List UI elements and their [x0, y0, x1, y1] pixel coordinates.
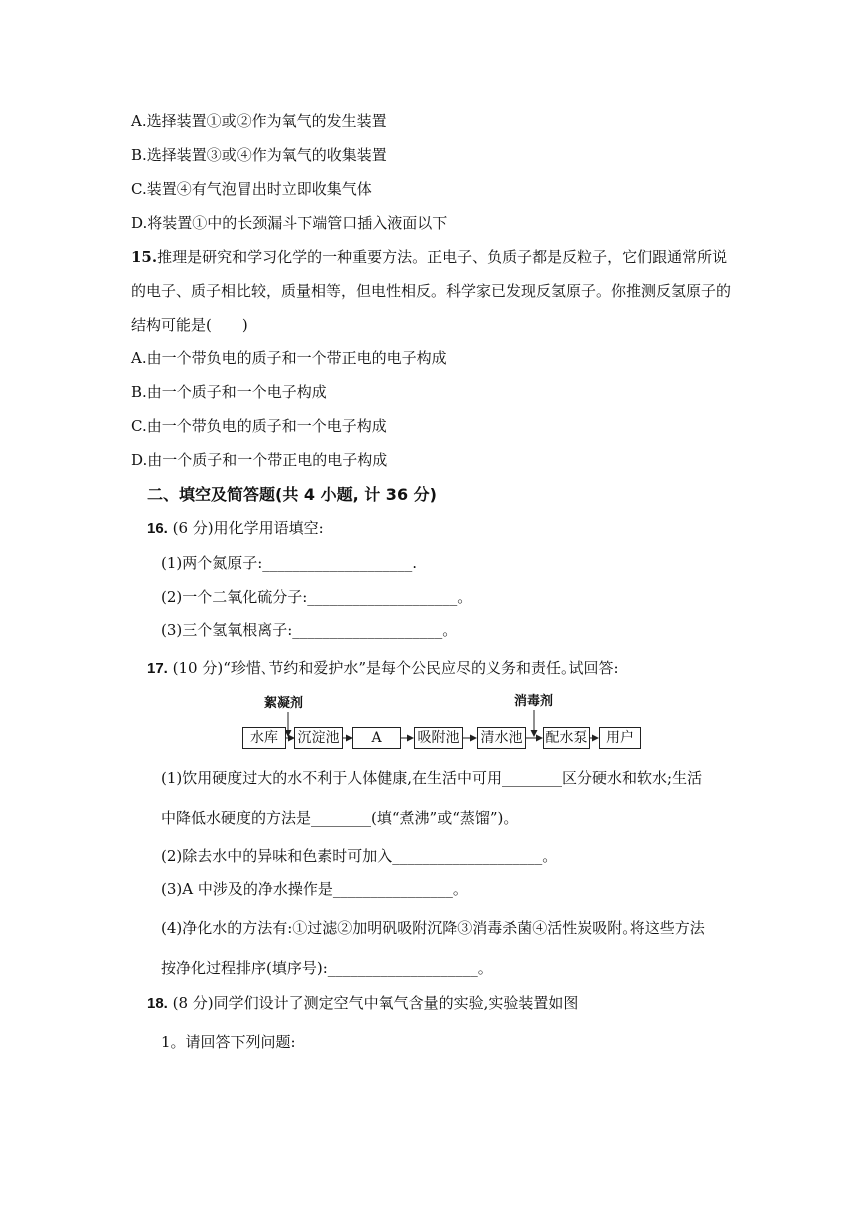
- q16-item-3: (3)三个氢氧根离子:____________________。: [161, 621, 458, 639]
- q16-stem-text: (6 分)用化学用语填空:: [172, 519, 324, 537]
- q18-line-2: 1。请回答下列问题:: [161, 1033, 296, 1051]
- q18-stem: [147, 993, 578, 1014]
- label-flocculant: 絮凝剂: [264, 696, 304, 711]
- label-disinfectant: 消毒剂: [514, 694, 554, 709]
- q15-option-d: D.由一个质子和一个带正电的电子构成: [131, 451, 388, 469]
- q18-stem-text: (8 分)同学们设计了测定空气中氧气含量的实验,实验装置如图: [172, 994, 579, 1012]
- q17-line-1: (1)饮用硬度过大的水不利于人体健康,在生活中可用________区分硬水和软水;生活: [161, 769, 703, 787]
- q15-option-a: A.由一个带负电的质子和一个带正电的电子构成: [131, 349, 447, 367]
- q14-option-b: B.选择装置③或④作为氧气的收集装置: [131, 146, 387, 164]
- box-settling-tank: 沉淀池: [294, 727, 343, 749]
- q15-stem-line-3: 结构可能是( ): [131, 316, 248, 334]
- box-reservoir: 水库: [242, 727, 286, 749]
- q14-option-d: D.将装置①中的长颈漏斗下端管口插入液面以下: [131, 214, 448, 232]
- q17-stem-text: (10 分)“珍惜､节约和爱护水”是每个公民应尽的义务和责任｡试回答:: [172, 659, 619, 677]
- q18-number: 18.: [147, 995, 168, 1012]
- box-clear-water-tank: 清水池: [477, 727, 526, 749]
- q17-line-6: 按净化过程排序(填序号):____________________。: [161, 959, 493, 977]
- q17-line-3: (2)除去水中的异味和色素时可加入____________________。: [161, 847, 558, 865]
- q15-option-c: C.由一个带负电的质子和一个电子构成: [131, 417, 387, 435]
- q15-stem-line-1: [131, 247, 727, 267]
- q16-item-2: (2)一个二氧化硫分子:____________________。: [161, 588, 473, 606]
- box-a: A: [352, 727, 401, 749]
- q16-stem: [147, 518, 324, 539]
- q15-stem-line-2: 的电子、质子相比较，质量相等，但电性相反。科学家已发现反氢原子。你推测反氢原子的: [131, 282, 732, 300]
- box-users: 用户: [599, 727, 641, 749]
- q14-option-c: C.装置④有气泡冒出时立即收集气体: [131, 180, 372, 198]
- q16-number: 16.: [147, 520, 168, 537]
- q17-number: 17.: [147, 660, 168, 677]
- q16-item-1: (1)两个氮原子:____________________.: [161, 554, 418, 572]
- box-water-pump: 配水泵: [543, 727, 590, 749]
- q17-line-2: 中降低水硬度的方法是________(填“煮沸”或“蒸馏”)。: [161, 809, 519, 827]
- q15-number: 15.: [131, 248, 158, 266]
- q15-option-b: B.由一个质子和一个电子构成: [131, 383, 327, 401]
- q17-line-5: (4)净化水的方法有:①过滤②加明矾吸附沉降③消毒杀菌④活性炭吸附｡将这些方法: [161, 919, 705, 937]
- q14-option-a: A.选择装置①或②作为氧气的发生装置: [131, 112, 387, 130]
- section-2-title: 二、填空及简答题(共 4 小题, 计 36 分): [147, 485, 437, 504]
- q17-stem: [147, 658, 619, 679]
- q15-stem-text-1: 推理是研究和学习化学的一种重要方法。正电子、负质子都是反粒子，它们跟通常所说: [157, 248, 728, 266]
- q17-line-4: (3)A 中涉及的净水操作是________________。: [161, 880, 468, 898]
- box-adsorption-tank: 吸附池: [414, 727, 463, 749]
